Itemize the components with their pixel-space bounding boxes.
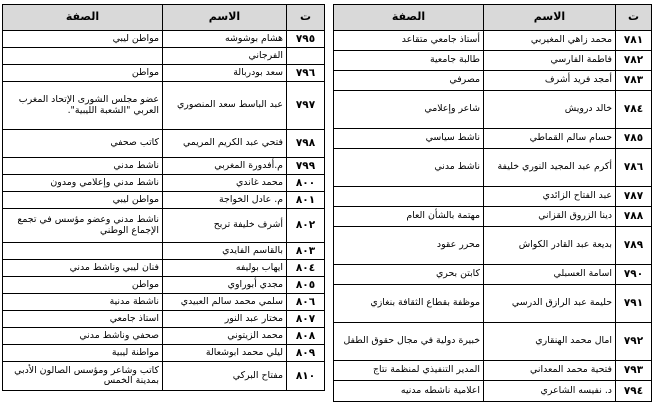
- header-row: [3, 5, 325, 31]
- table-row: [334, 381, 652, 402]
- row-number: ٨٠٤: [287, 260, 325, 277]
- member-name: عبد الباسط سعد المنصوري: [163, 82, 287, 130]
- member-name: دينا الزروق القزاني: [484, 207, 616, 227]
- row-number: ٧٨١: [616, 31, 652, 51]
- row-number: ٨٠١: [287, 192, 325, 209]
- member-name: بديعة عبد القادر الكواش: [484, 227, 616, 265]
- member-name: أكرم عبد المجيد النوري خليفة: [484, 149, 616, 187]
- member-description: شاعر وإعلامي: [334, 91, 484, 129]
- member-description: ناشط مدني وعضو مؤسس في تجمع الإجماع الوطني: [3, 209, 163, 243]
- table-row: [3, 345, 325, 362]
- table-row: [334, 129, 652, 149]
- table-row: [3, 328, 325, 345]
- member-name: د. نفيسه الشاعري: [484, 381, 616, 402]
- member-description: عضو مجلس الشورى الإتحاد المغرب العربي "الشعبة الليبية".: [3, 82, 163, 130]
- member-description: مواطن ليبي: [3, 31, 163, 48]
- member-description: [3, 243, 163, 260]
- member-name: الفرجاني: [163, 48, 287, 65]
- member-name: م.أفدورة المغربي: [163, 158, 287, 175]
- member-name: مختار عبد النور: [163, 311, 287, 328]
- member-name: محمد غاندي: [163, 175, 287, 192]
- table-row: [334, 31, 652, 51]
- row-number: ٧٩٣: [616, 361, 652, 381]
- member-name: خالد درويش: [484, 91, 616, 129]
- row-number: ٧٨٦: [616, 149, 652, 187]
- table-row: [334, 265, 652, 285]
- member-description: استاذ جامعي: [3, 311, 163, 328]
- member-name: سلمي محمد سالم العبيدي: [163, 294, 287, 311]
- member-description: ناشط مدني: [334, 149, 484, 187]
- table-row: [3, 130, 325, 158]
- table-row: [3, 31, 325, 48]
- row-number: ٧٩٧: [287, 82, 325, 130]
- table-row: [334, 149, 652, 187]
- member-description: مواطن: [3, 65, 163, 82]
- row-number: ٧٩٢: [616, 323, 652, 361]
- row-number: ٨١٠: [287, 362, 325, 391]
- row-number: ٨٠٣: [287, 243, 325, 260]
- members-table-left: [2, 4, 325, 391]
- member-name: ليلي محمد ابوشعالة: [163, 345, 287, 362]
- table-row: [3, 48, 325, 65]
- table-row: [3, 277, 325, 294]
- row-number: ٧٩٩: [287, 158, 325, 175]
- row-number: [287, 48, 325, 65]
- member-name: هشام بوشوشه: [163, 31, 287, 48]
- table-row: [3, 65, 325, 82]
- table-row: [334, 51, 652, 71]
- member-description: كاتب وشاعر ومؤسس الصالون الأدبي بمدينة الخمس: [3, 362, 163, 391]
- table-row: [3, 82, 325, 130]
- row-number: ٧٨٨: [616, 207, 652, 227]
- member-name: مجدي أبوراوي: [163, 277, 287, 294]
- header-name: الاسم: [484, 5, 616, 31]
- row-number: ٧٩٥: [287, 31, 325, 48]
- member-description: محرر عقود: [334, 227, 484, 265]
- table-row: [334, 91, 652, 129]
- row-number: ٨٠٩: [287, 345, 325, 362]
- header-row: [334, 5, 652, 31]
- row-number: ٨٠٢: [287, 209, 325, 243]
- row-number: ٧٩١: [616, 285, 652, 323]
- member-description: مصرفي: [334, 71, 484, 91]
- member-description: المدير التنفيذي لمنظمة نتاج: [334, 361, 484, 381]
- member-description: مهتمة بالشأن العام: [334, 207, 484, 227]
- table-row: [334, 323, 652, 361]
- member-description: مواطنة ليبية: [3, 345, 163, 362]
- row-number: ٨٠٠: [287, 175, 325, 192]
- member-description: [3, 48, 163, 65]
- member-name: محمد زاهي المغيربي: [484, 31, 616, 51]
- table-row: [3, 311, 325, 328]
- table-row: [3, 192, 325, 209]
- member-name: م. عادل الخواجة: [163, 192, 287, 209]
- table-row: [3, 243, 325, 260]
- member-description: فنان ليبي وناشط مدني: [3, 260, 163, 277]
- member-description: اعلامية ناشطه مدنيه: [334, 381, 484, 402]
- member-name: امال محمد الهنقاري: [484, 323, 616, 361]
- table-row: [3, 294, 325, 311]
- table-row: [334, 285, 652, 323]
- member-name: محمد الزيتوني: [163, 328, 287, 345]
- member-name: اسامة العسبلي: [484, 265, 616, 285]
- member-description: كاتب صحفي: [3, 130, 163, 158]
- header-description: الصفة: [3, 5, 163, 31]
- member-name: أشرف خليفة تربح: [163, 209, 287, 243]
- member-description: موظفة بقطاع الثقافة بنغازي: [334, 285, 484, 323]
- header-number: ت: [616, 5, 652, 31]
- row-number: ٧٨٤: [616, 91, 652, 129]
- member-name: بالقاسم الفايدي: [163, 243, 287, 260]
- row-number: ٧٨٩: [616, 227, 652, 265]
- members-table-right: [333, 4, 652, 402]
- header-description: الصفة: [334, 5, 484, 31]
- row-number: ٨٠٧: [287, 311, 325, 328]
- table-row: [334, 207, 652, 227]
- member-description: مواطن ليبي: [3, 192, 163, 209]
- header-name: الاسم: [163, 5, 287, 31]
- row-number: ٧٩٠: [616, 265, 652, 285]
- table-row: [334, 361, 652, 381]
- member-description: ناشط سياسي: [334, 129, 484, 149]
- row-number: ٧٩٤: [616, 381, 652, 402]
- member-description: طالبة جامعية: [334, 51, 484, 71]
- header-number: ت: [287, 5, 325, 31]
- member-name: حسام سالم القماطي: [484, 129, 616, 149]
- member-name: مفتاح البركي: [163, 362, 287, 391]
- row-number: ٧٩٨: [287, 130, 325, 158]
- row-number: ٧٨٢: [616, 51, 652, 71]
- table-row: [3, 362, 325, 391]
- row-number: ٨٠٨: [287, 328, 325, 345]
- row-number: ٧٩٦: [287, 65, 325, 82]
- member-name: عبد الفتاح الزائدي: [484, 187, 616, 207]
- member-description: مواطن: [3, 277, 163, 294]
- member-name: حليمة عبد الرازق الدرسي: [484, 285, 616, 323]
- member-description: [334, 187, 484, 207]
- member-name: فتحي عبد الكريم المريمي: [163, 130, 287, 158]
- member-description: ناشط مدني: [3, 158, 163, 175]
- table-row: [3, 175, 325, 192]
- table-row: [3, 209, 325, 243]
- member-name: سعد بودربالة: [163, 65, 287, 82]
- table-row: [3, 260, 325, 277]
- table-row: [334, 71, 652, 91]
- table-row: [3, 158, 325, 175]
- member-name: فاطمة الفارسي: [484, 51, 616, 71]
- member-description: أستاذ جامعي متقاعد: [334, 31, 484, 51]
- table-row: [334, 187, 652, 207]
- member-name: فتحية محمد المعداني: [484, 361, 616, 381]
- member-description: صحفي وناشط مدني: [3, 328, 163, 345]
- row-number: ٨٠٦: [287, 294, 325, 311]
- member-name: أمجد فريد أشرف: [484, 71, 616, 91]
- member-name: ايهاب بوليفه: [163, 260, 287, 277]
- table-row: [334, 227, 652, 265]
- member-description: ناشط مدني وإعلامي ومدون: [3, 175, 163, 192]
- row-number: ٨٠٥: [287, 277, 325, 294]
- member-description: كابتن بحري: [334, 265, 484, 285]
- member-description: ناشطة مدنية: [3, 294, 163, 311]
- row-number: ٧٨٥: [616, 129, 652, 149]
- row-number: ٧٨٧: [616, 187, 652, 207]
- row-number: ٧٨٣: [616, 71, 652, 91]
- member-description: خبيرة دولية في مجال حقوق الطفل: [334, 323, 484, 361]
